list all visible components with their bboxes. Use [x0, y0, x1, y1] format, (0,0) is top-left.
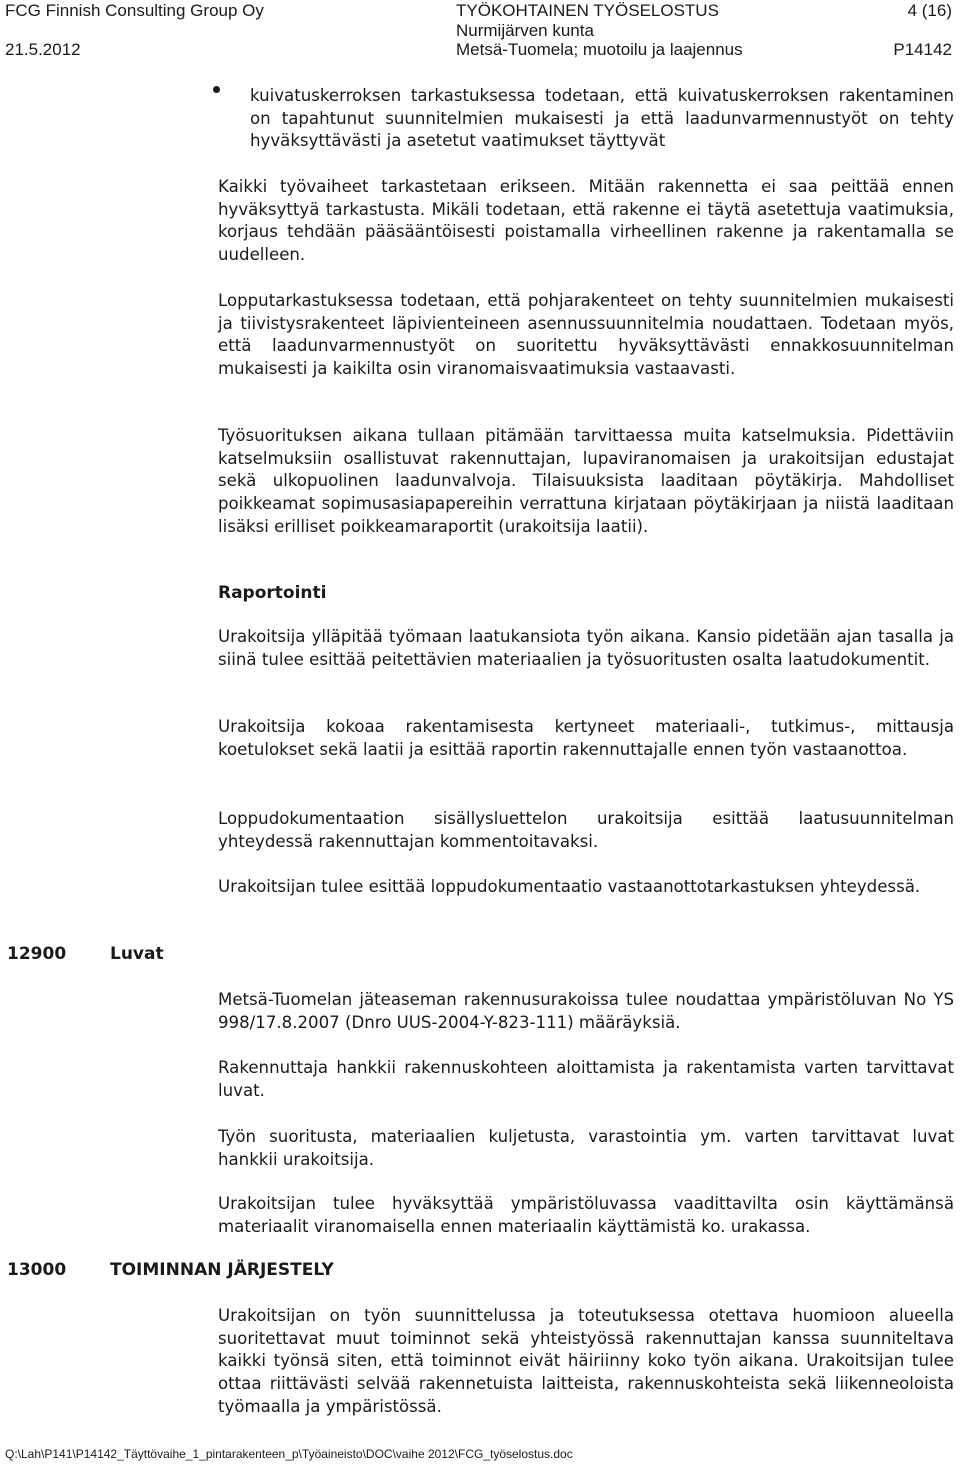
paragraph-final-inspection: Lopputarkastuksessa todetaan, että pohjarakenteet on tehty suunnitelmien mukaisesti ja tiivistysrakenteet läpivienteineen asennussuunnitelmia noudattaen. Todetaan myös, että laadunvarmennustyöt on suoritettu hyväksyttävästi ennakkosuunnitelman mukaisesti ja kaikilta osin viranomaisvaatimuksia vastaavasti.: [218, 291, 954, 379]
bullet-text: kuivatuskerroksen tarkastuksessa todetaan, että kuivatuskerroksen rakentaminen on tapahtunut suunnitelmien mukaisesti ja että laadunvarmennustyöt on tehty hyväksyttävästi ja asetetut vaatimukset täyttyvät: [250, 86, 954, 151]
paragraph-material-approval: Urakoitsijan tulee hyväksyttää ympäristöluvassa vaadittavilta osin käyttämänsä materiaalit viranomaisella ennen materiaalin käyttämistä ko. urakassa.: [218, 1194, 954, 1236]
section-title-luvat: Luvat: [110, 944, 164, 964]
paragraph-environmental-permit: Metsä-Tuomelan jäteaseman rakennusurakoissa tulee noudattaa ympäristöluvan No YS 998/17.8.2007 (Dnro UUS-2004-Y-823-111) määräyksiä.: [218, 990, 954, 1032]
header-project-code: P14142: [893, 40, 952, 59]
header-project: Metsä-Tuomela; muotoilu ja laajennus: [456, 40, 743, 59]
section-number-12900: 12900: [7, 944, 67, 964]
header-page-number: 4 (16): [907, 1, 952, 20]
paragraph-final-documentation: Urakoitsijan tulee esittää loppudokumentaatio vastaanottotarkastuksen yhteydessä.: [218, 877, 921, 896]
footer-file-path: Q:\Lah\P141\P14142_Täyttövaihe_1_pintarakenteen_p\Työaineisto\DOC\vaihe 2012\FCG_työselostus.doc: [5, 1447, 573, 1461]
paragraph-permits-contractor: Työn suoritusta, materiaalien kuljetusta, varastointia ym. varten tarvittavat luvat hankkii urakoitsija.: [218, 1127, 954, 1169]
header-municipality: Nurmijärven kunta: [456, 21, 594, 40]
heading-raportointi: Raportointi: [218, 583, 327, 603]
paragraph-test-results: Urakoitsija kokoaa rakentamisesta kertyneet materiaali-, tutkimus-, mittausja koetulokset sekä laatii ja esittää raportin rakennuttajalle ennen työn vastaanottoa.: [218, 717, 954, 759]
paragraph-inspection: Kaikki työvaiheet tarkastetaan erikseen. Mitään rakennetta ei saa peittää ennen hyväksyttyä tarkastusta. Mikäli todetaan, että rakenne ei täytä asetettuja vaatimuksia, korjaus tehdään pääsääntöisesti poistamalla virheellinen rakenne ja rakentamalla se uudelleen.: [218, 177, 954, 265]
header-doc-title: TYÖKOHTAINEN TYÖSELOSTUS: [456, 1, 719, 20]
paragraph-quality-folder: Urakoitsija ylläpitää työmaan laatukansiota työn aikana. Kansio pidetään ajan tasalla ja siinä tulee esittää peitettävien materiaalien ja työsuoritusten osalta laatudokumentit.: [218, 627, 954, 669]
paragraph-reviews: Työsuorituksen aikana tullaan pitämään tarvittaessa muita katselmuksia. Pidettäviin katselmuksiin osallistuvat rakennuttajan, lupaviranomaisen ja urakoitsijan edustajat sekä ulkopuolinen laadunvalvoja. Tilaisuuksista laaditaan pöytäkirja. Mahdolliset poikkeamat sopimusasiapapereihin verrattuna kirjataan pöytäkirjaan ja niistä laaditaan lisäksi erilliset poikkeamaraportit (urakoitsija laatii).: [218, 426, 954, 536]
header-company: FCG Finnish Consulting Group Oy: [5, 1, 264, 20]
paragraph-permits-client: Rakennuttaja hankkii rakennuskohteen aloittamista ja rakentamista varten tarvittavat luvat.: [218, 1058, 954, 1100]
paragraph-operations: Urakoitsijan on työn suunnittelussa ja toteutuksessa otettava huomioon alueella suoritettavat muut toiminnot sekä yhteistyössä rakennuttajan kanssa suunniteltava kaikki työnsä siten, että toiminnot eivät häiriinny koko työn aikana. Urakoitsijan tulee ottaa riittävästi selvää rakennetuista laitteista, rakennuskohteista sekä liikenneoloista työmaalla ja ympäristössä.: [218, 1306, 954, 1416]
section-title-toiminnan-jarjestely: TOIMINNAN JÄRJESTELY: [110, 1260, 334, 1280]
paragraph-documentation-toc: Loppudokumentaation sisällysluettelon urakoitsija esittää laatusuunnitelman yhteydessä rakennuttajan kommentoitavaksi.: [218, 809, 954, 851]
section-number-13000: 13000: [7, 1260, 67, 1280]
header-date: 21.5.2012: [5, 40, 81, 59]
bullet-marker: [213, 86, 220, 93]
